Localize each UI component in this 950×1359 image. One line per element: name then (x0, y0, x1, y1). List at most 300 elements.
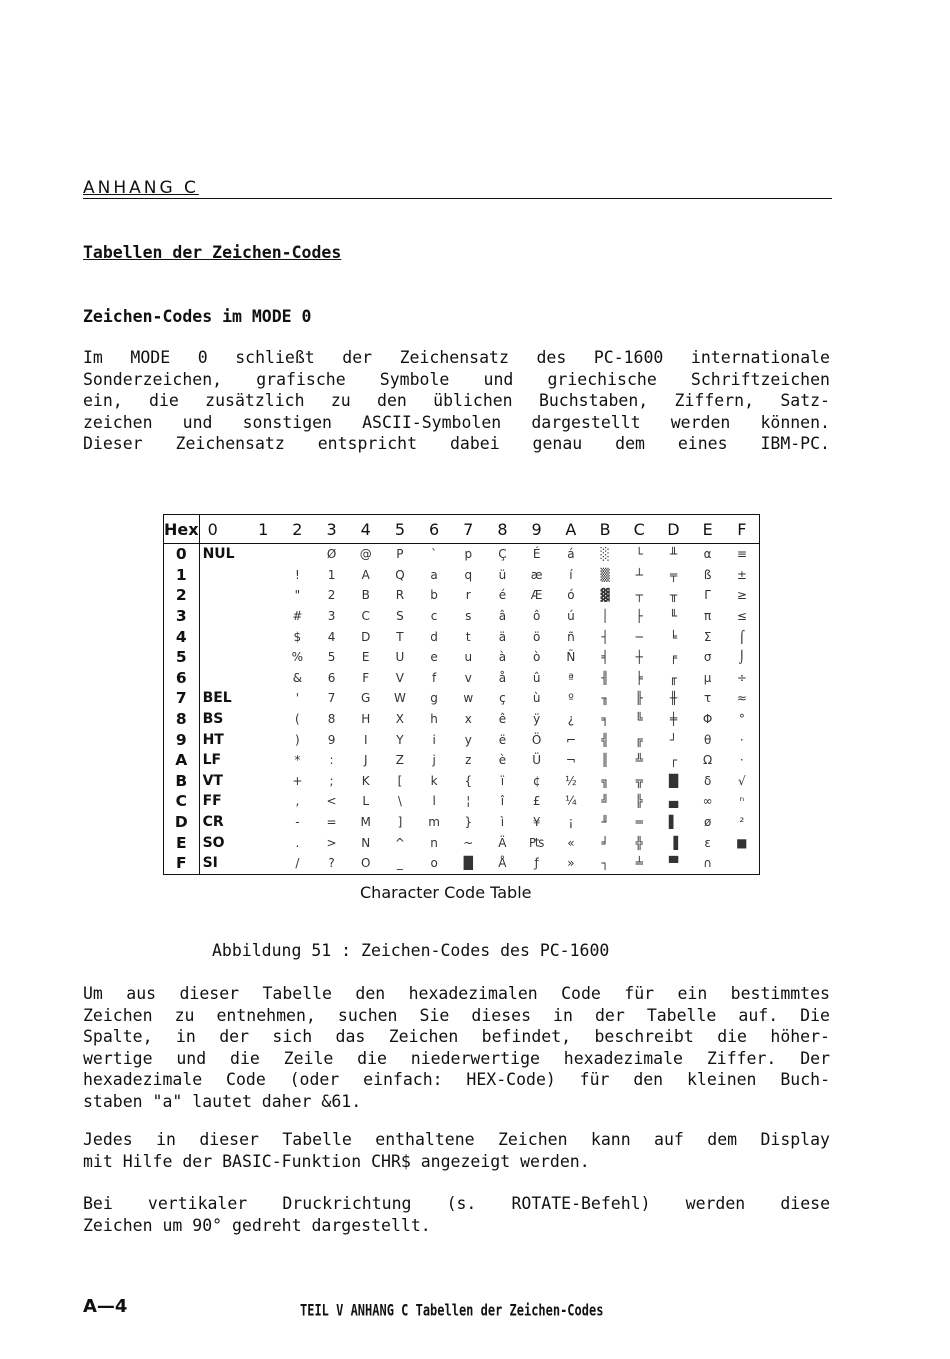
glyph-cell: i (432, 732, 436, 747)
table-row (164, 812, 760, 833)
table-row (164, 832, 760, 853)
glyph-cell: ╙ (669, 609, 678, 624)
glyph-cell: " (294, 588, 301, 603)
glyph-cell: r (465, 588, 471, 603)
figure-caption: Abbildung 51 : Zeichen-Codes des PC-1600 (212, 941, 610, 960)
glyph-cell: â (498, 609, 507, 624)
glyph-cell: Φ (702, 712, 713, 727)
glyph-cell: ╧ (635, 856, 643, 871)
glyph-cell: ê (498, 712, 507, 727)
row-header: 5 (164, 647, 200, 668)
row-header: 2 (164, 585, 200, 606)
control-code-cell (199, 647, 246, 668)
glyph-cell: d (430, 629, 438, 644)
glyph-cell: θ (703, 732, 712, 747)
glyph-cell: Ñ (566, 650, 576, 665)
glyph-cell: ▀ (668, 856, 679, 871)
glyph-cell: Ø (326, 547, 337, 562)
glyph-cell: ä (498, 629, 507, 644)
glyph-cell: E (361, 650, 370, 665)
glyph-cell: ø (703, 815, 712, 830)
glyph-cell: ╜ (601, 815, 609, 830)
row-header: 4 (164, 626, 200, 647)
glyph-cell: 3 (327, 609, 336, 624)
control-code-cell: SI (202, 855, 218, 872)
glyph-cell: T (396, 629, 404, 644)
glyph-cell: = (326, 815, 337, 830)
row-header: E (164, 832, 200, 853)
glyph-cell: < (326, 794, 337, 809)
glyph-cell: ╗ (601, 773, 609, 788)
glyph-cell: ╫ (669, 691, 678, 706)
glyph-cell: 5 (327, 650, 336, 665)
glyph-cell (246, 688, 280, 709)
table-row (164, 544, 760, 565)
table-row (164, 668, 760, 689)
glyph-cell (246, 729, 280, 750)
glyph-cell: à (498, 650, 507, 665)
control-code-cell (199, 626, 246, 647)
glyph-cell: ╝ (601, 794, 609, 809)
glyph-cell: q (464, 567, 473, 582)
glyph-cell: ± (736, 567, 747, 582)
glyph-cell: k (430, 773, 438, 788)
glyph-cell: 7 (327, 691, 336, 706)
glyph-cell (246, 544, 280, 565)
glyph-cell: √ (738, 773, 746, 788)
body-paragraph-2 (83, 1129, 830, 1172)
row-header: 6 (164, 668, 200, 689)
glyph-cell: ú (567, 609, 575, 624)
glyph-cell: ( (295, 712, 300, 727)
body-line: staben "a" lautet daher &61. (83, 1091, 362, 1111)
glyph-cell: ╩ (635, 753, 643, 768)
section-title: Tabellen der Zeichen-Codes (83, 243, 342, 262)
column-header: 4 (349, 515, 383, 544)
glyph-cell: F (362, 670, 370, 685)
glyph-cell: Y (396, 732, 404, 747)
glyph-cell: 1 (327, 567, 336, 582)
glyph-cell: $ (293, 629, 302, 644)
glyph-cell: N (361, 835, 371, 850)
glyph-cell: H (361, 712, 371, 727)
row-header: 9 (164, 729, 200, 750)
glyph-cell: ß (703, 567, 712, 582)
glyph-cell: ô (532, 609, 541, 624)
glyph-cell: · (739, 732, 744, 747)
page-number: A—4 (83, 1296, 128, 1317)
glyph-cell: A (361, 567, 370, 582)
glyph-cell: { (464, 773, 473, 788)
glyph-cell: ] (397, 815, 403, 830)
glyph-cell: └ (635, 547, 643, 562)
glyph-cell: ╨ (669, 547, 678, 562)
column-header: B (588, 515, 622, 544)
glyph-cell: ¥ (532, 815, 541, 830)
glyph-cell: ┐ (601, 856, 609, 871)
body-line: Bei vertikaler Druckrichtung (s. ROTATE-Befehl) werden diese (83, 1194, 830, 1213)
glyph-cell: ~ (463, 835, 474, 850)
glyph-cell: * (294, 753, 301, 768)
glyph-cell: Σ (703, 629, 712, 644)
glyph-cell: ¡ (568, 815, 574, 830)
table-row (164, 647, 760, 668)
glyph-cell: ¬ (565, 753, 576, 768)
body-paragraph-3 (83, 1193, 830, 1236)
glyph-cell: a (430, 567, 438, 582)
glyph-cell: - (295, 815, 300, 830)
glyph-cell: \ (397, 794, 402, 809)
intro-line: zeichen und sonstigen ASCII-Symbolen dargestellt werden können. (83, 412, 830, 432)
table-row (164, 750, 760, 771)
glyph-cell: > (326, 835, 337, 850)
glyph-cell: x (464, 712, 472, 727)
body-line: hexadezimale Code (oder einfach: HEX-Code) für den kleinen Buch- (83, 1070, 830, 1090)
table-row (164, 626, 760, 647)
glyph-cell: ╛ (601, 835, 609, 850)
glyph-cell: G (361, 691, 371, 706)
glyph-cell: ² (739, 815, 745, 830)
glyph-cell: ╕ (601, 712, 609, 727)
body-line: Zeichen zu entnehmen, suchen Sie dieses in der Tabelle auf. Die (83, 1005, 830, 1025)
body-line: wertige und die Zeile die niederwertige hexadezimale Ziffer. Der (83, 1048, 830, 1068)
glyph-cell: å (498, 670, 507, 685)
glyph-cell: ε (704, 835, 711, 850)
table-row (164, 853, 760, 874)
glyph-cell: δ (703, 773, 712, 788)
column-header: F (725, 515, 760, 544)
column-header: 2 (280, 515, 314, 544)
table-row (164, 585, 760, 606)
glyph-cell: _ (396, 856, 403, 871)
glyph-cell: J (363, 753, 368, 768)
glyph-cell: Z (395, 753, 405, 768)
glyph-cell (246, 585, 280, 606)
glyph-cell: ° (738, 712, 745, 727)
glyph-cell (246, 812, 280, 833)
glyph-cell: o (430, 856, 438, 871)
glyph-cell: n (430, 835, 438, 850)
glyph-cell (246, 791, 280, 812)
row-header: 0 (164, 544, 200, 565)
glyph-cell: ó (567, 588, 575, 603)
table-row (164, 688, 760, 709)
glyph-cell: 8 (327, 712, 336, 727)
row-header: 8 (164, 709, 200, 730)
glyph-cell: ≈ (736, 691, 747, 706)
glyph-cell: ù (532, 691, 541, 706)
glyph-cell (246, 565, 280, 586)
glyph-cell: ⌡ (738, 650, 745, 665)
glyph-cell (246, 647, 280, 668)
glyph-cell: ¿ (567, 712, 575, 727)
row-header: B (164, 771, 200, 792)
glyph-cell: Γ (704, 588, 711, 603)
glyph-cell: º (568, 691, 574, 706)
glyph-cell: M (360, 815, 371, 830)
glyph-cell: ; (329, 773, 334, 788)
glyph-cell: ╤ (669, 567, 678, 582)
glyph-cell: · (739, 753, 744, 768)
glyph-cell: æ (530, 567, 543, 582)
glyph-cell: Ω (703, 753, 713, 768)
glyph-cell: U (395, 650, 405, 665)
row-header: F (164, 853, 200, 874)
glyph-cell: ┴ (635, 567, 643, 582)
glyph-cell: h (430, 712, 438, 727)
glyph-cell: b (430, 588, 438, 603)
glyph-cell: ò (532, 650, 541, 665)
glyph-cell: « (567, 835, 575, 850)
glyph-cell: ╦ (635, 773, 643, 788)
glyph-cell: ─ (635, 629, 643, 644)
glyph-cell: l (432, 794, 436, 809)
glyph-cell: ¦ (466, 794, 471, 809)
control-code-cell: FF (202, 793, 222, 810)
glyph-cell: ║ (601, 753, 609, 768)
glyph-cell: L (362, 794, 370, 809)
glyph-cell: ö (532, 629, 541, 644)
column-header: 0 (199, 515, 246, 544)
glyph-cell: ■ (736, 835, 748, 850)
glyph-cell (246, 668, 280, 689)
glyph-cell: ┤ (601, 629, 609, 644)
glyph-cell: ' (295, 691, 300, 706)
glyph-cell: ì (500, 815, 505, 830)
glyph-cell: , (295, 794, 300, 809)
column-header: C (622, 515, 656, 544)
glyph-cell: / (295, 856, 300, 871)
glyph-cell: ╓ (669, 670, 678, 685)
glyph-cell: î (500, 794, 505, 809)
control-code-cell: BS (202, 711, 224, 728)
body-line: Jedes in dieser Tabelle enthaltene Zeichen kann auf dem Display (83, 1130, 830, 1149)
glyph-cell: ¢ (532, 773, 541, 788)
control-code-cell (199, 668, 246, 689)
control-code-cell: HT (202, 731, 224, 748)
glyph-cell: ₧ (529, 835, 545, 850)
glyph-cell: ? (328, 856, 335, 871)
glyph-cell: σ (703, 650, 712, 665)
glyph-cell: ∩ (703, 856, 713, 871)
glyph-cell: e (430, 650, 438, 665)
row-header: A (164, 750, 200, 771)
table-row (164, 771, 760, 792)
glyph-cell: û (532, 670, 541, 685)
glyph-cell: P (396, 547, 404, 562)
glyph-cell: Å (498, 856, 507, 871)
running-footer-title: TEIL V ANHANG C Tabellen der Zeichen-Codes (300, 1301, 604, 1320)
glyph-cell: è (498, 753, 507, 768)
glyph-cell: v (464, 670, 472, 685)
glyph-cell: ⌠ (738, 629, 745, 644)
glyph-cell: ! (294, 567, 300, 582)
row-header: 1 (164, 565, 200, 586)
glyph-cell: W (393, 691, 406, 706)
glyph-cell: u (464, 650, 473, 665)
glyph-cell: ƒ (534, 856, 539, 871)
glyph-cell: & (292, 670, 303, 685)
glyph-cell: y (464, 732, 472, 747)
appendix-header (83, 178, 832, 199)
control-code-cell (199, 585, 246, 606)
glyph-cell: ┬ (635, 588, 643, 603)
glyph-cell: ü (498, 567, 507, 582)
body-paragraph-1 (83, 983, 830, 1113)
control-code-cell (199, 606, 246, 627)
body-line: Spalte, in der sich das Zeichen befindet, beschreibt die höher- (83, 1027, 830, 1047)
column-header: 8 (485, 515, 519, 544)
glyph-cell (246, 750, 280, 771)
glyph-cell: ╞ (635, 670, 643, 685)
glyph-cell: ═ (635, 815, 643, 830)
row-header: 7 (164, 688, 200, 709)
glyph-cell: Ä (498, 835, 507, 850)
intro-line: ein, die zusätzlich zu den üblichen Buchstaben, Ziffern, Satz- (83, 391, 830, 411)
glyph-cell: : (329, 753, 334, 768)
control-code-cell: BEL (202, 690, 232, 707)
glyph-cell: µ (703, 670, 712, 685)
glyph-cell: s (465, 609, 472, 624)
glyph-cell: ï (500, 773, 505, 788)
glyph-cell: ∞ (702, 794, 713, 809)
glyph-cell: ┼ (635, 650, 643, 665)
glyph-cell: S (396, 609, 404, 624)
glyph-cell: C (361, 609, 370, 624)
column-header: 9 (519, 515, 553, 544)
column-header: 3 (314, 515, 348, 544)
glyph-cell (246, 709, 280, 730)
intro-line: Im MODE 0 schließt der Zeichensatz des PC-1600 internationale (83, 348, 830, 367)
glyph-cell: ╣ (601, 732, 609, 747)
glyph-cell: 2 (327, 588, 336, 603)
glyph-cell: . (295, 835, 300, 850)
glyph-cell: £ (532, 794, 541, 809)
glyph-cell: + (292, 773, 303, 788)
table-row (164, 791, 760, 812)
glyph-cell: @ (359, 547, 372, 562)
subsection-title: Zeichen-Codes im MODE 0 (83, 307, 312, 326)
glyph-cell: ╒ (669, 650, 678, 665)
column-header: 7 (451, 515, 485, 544)
appendix-title: ANHANG C (83, 178, 199, 198)
glyph-cell: t (465, 629, 471, 644)
glyph-cell: z (465, 753, 472, 768)
glyph-cell: ¼ (565, 794, 577, 809)
glyph-cell (725, 853, 760, 874)
table-row (164, 565, 760, 586)
glyph-cell (246, 832, 280, 853)
glyph-cell: B (361, 588, 370, 603)
control-code-cell: LF (202, 752, 222, 769)
glyph-cell: á (567, 547, 575, 562)
glyph-cell: ╪ (669, 712, 678, 727)
glyph-cell: Q (395, 567, 405, 582)
glyph-cell: ▒ (600, 567, 610, 582)
glyph-cell: [ (397, 773, 403, 788)
glyph-cell: ≥ (736, 588, 747, 603)
glyph-cell (280, 544, 314, 565)
intro-paragraph (83, 347, 830, 455)
glyph-cell: ë (498, 732, 507, 747)
glyph-cell: α (703, 547, 712, 562)
intro-line: Dieser Zeichensatz entspricht dabei genau dem eines IBM-PC. (83, 434, 830, 454)
glyph-cell: ▐ (668, 835, 679, 850)
glyph-cell: É (532, 547, 541, 562)
glyph-cell: ª (568, 670, 574, 685)
glyph-cell: │ (601, 609, 609, 624)
glyph-cell: ⌐ (565, 732, 576, 747)
column-header: E (691, 515, 725, 544)
table-row (164, 709, 760, 730)
glyph-cell: ▓ (600, 588, 610, 603)
glyph-cell: ╡ (601, 650, 609, 665)
control-code-cell: SO (202, 834, 225, 851)
glyph-cell: O (360, 856, 371, 871)
glyph-cell: ├ (635, 609, 643, 624)
glyph-cell (246, 606, 280, 627)
glyph-cell: } (464, 815, 473, 830)
glyph-cell: █ (463, 856, 473, 871)
column-header: 6 (417, 515, 451, 544)
glyph-cell: τ (704, 691, 712, 706)
glyph-cell: í (569, 567, 573, 582)
glyph-cell: Ç (498, 547, 507, 562)
glyph-cell: ╘ (669, 629, 678, 644)
glyph-cell: ≤ (736, 609, 747, 624)
glyph-cell: é (498, 588, 507, 603)
glyph-cell: % (291, 650, 304, 665)
glyph-cell: R (395, 588, 405, 603)
glyph-cell: 9 (327, 732, 336, 747)
glyph-cell (246, 626, 280, 647)
glyph-cell: f (431, 670, 437, 685)
control-code-cell: VT (202, 772, 223, 789)
body-line: Zeichen um 90° gedreht dargestellt. (83, 1215, 431, 1235)
table-row (164, 729, 760, 750)
row-header: 3 (164, 606, 200, 627)
character-code-table (163, 514, 760, 875)
body-line: Um aus dieser Tabelle den hexadezimalen Code für ein bestimmtes (83, 984, 830, 1003)
glyph-cell: ñ (567, 629, 575, 644)
glyph-cell: ÿ (533, 712, 541, 727)
glyph-cell: Ü (532, 753, 542, 768)
glyph-cell: K (361, 773, 370, 788)
glyph-cell: w (463, 691, 474, 706)
glyph-cell: ╥ (669, 588, 678, 603)
glyph-cell: ┘ (669, 732, 678, 747)
intro-line: Sonderzeichen, grafische Symbole und griechische Schriftzeichen (83, 369, 830, 389)
glyph-cell: 6 (327, 670, 336, 685)
glyph-cell: ┌ (669, 753, 678, 768)
control-code-cell (199, 565, 246, 586)
column-header: 1 (246, 515, 280, 544)
glyph-cell: » (567, 856, 575, 871)
control-code-cell: CR (202, 814, 224, 831)
table-header-row (164, 515, 760, 544)
glyph-cell: ╟ (635, 691, 643, 706)
glyph-cell: ) (295, 732, 300, 747)
glyph-cell: ` (431, 547, 438, 562)
table-row (164, 606, 760, 627)
row-header: C (164, 791, 200, 812)
glyph-cell (246, 853, 280, 874)
glyph-cell: ▄ (668, 794, 679, 809)
glyph-cell: V (395, 670, 405, 685)
glyph-cell: ÷ (736, 670, 747, 685)
row-header: D (164, 812, 200, 833)
glyph-cell: ≡ (736, 547, 747, 562)
